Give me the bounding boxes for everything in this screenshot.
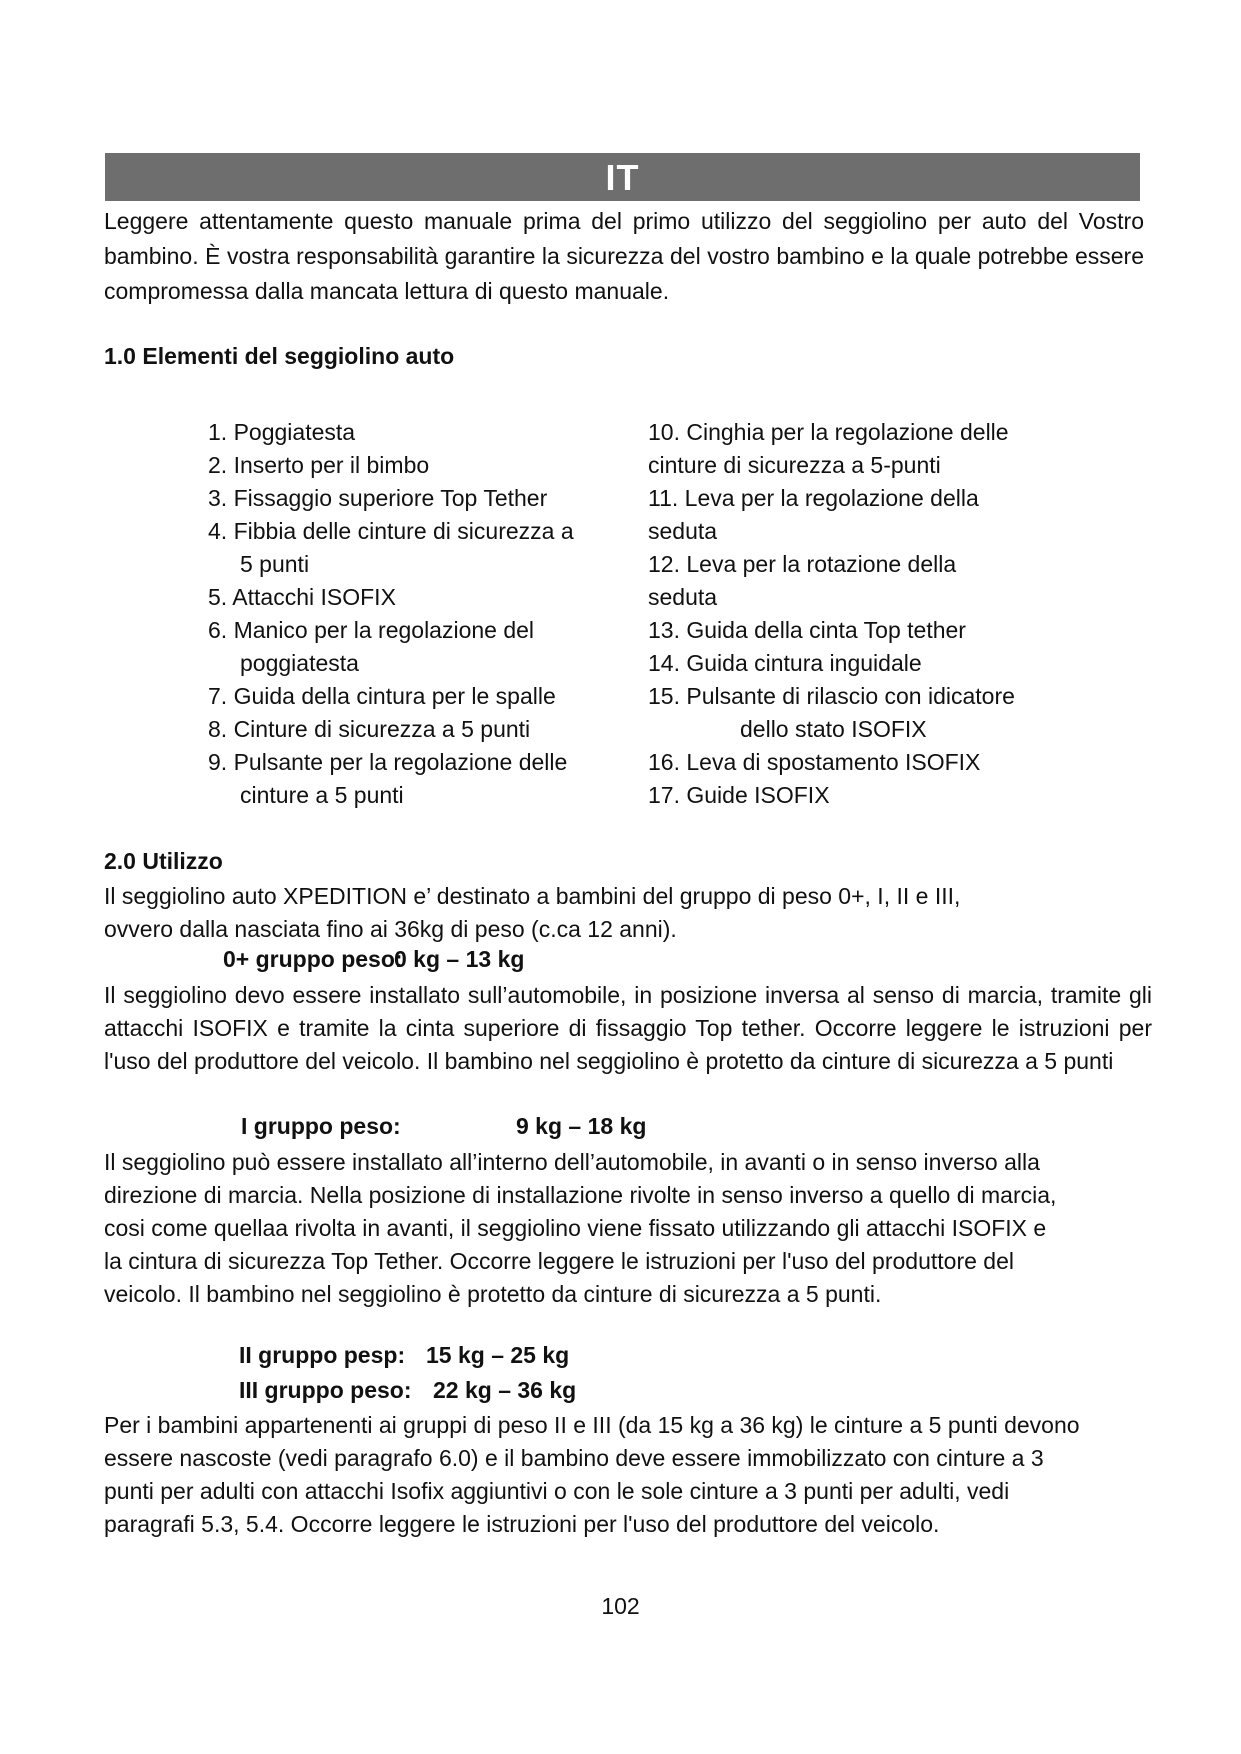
weight-group-2-range: 15 kg – 25 kg bbox=[426, 1342, 570, 1368]
intro-paragraph: Leggere attentamente questo manuale prima del primo utilizzo del seggiolino per auto del Vostro bambino. È vostra responsabilità garantire la sicurezza del vostro bambino e la quale potrebbe essere compromessa dalla mancata lettura di questo manuale. bbox=[104, 208, 1144, 304]
weight-group-1-line: Il seggiolino può essere installato all’interno dell’automobile, in avanti o in senso inverso alla bbox=[104, 1149, 1040, 1175]
weight-group-1-line: cosi come quellaa rivolta in avanti, il seggiolino viene fissato utilizzando gli attacchi ISOFIX e bbox=[104, 1215, 1047, 1241]
page-number: 102 bbox=[601, 1593, 640, 1619]
weight-group-1-label: I gruppo peso: bbox=[241, 1113, 401, 1139]
language-code: IT bbox=[605, 157, 640, 198]
weight-group-23-line: essere nascoste (vedi paragrafo 6.0) e il bambino deve essere immobilizzato con cinture a 3 bbox=[104, 1445, 1044, 1471]
parts-list-item: 16. Leva di spostamento ISOFIX bbox=[648, 749, 981, 775]
parts-list-item: 5 punti bbox=[240, 551, 310, 577]
weight-group-3-range: 22 kg – 36 kg bbox=[433, 1377, 577, 1403]
section-2-title: 2.0 Utilizzo bbox=[104, 848, 223, 874]
parts-list-left bbox=[208, 416, 618, 812]
parts-list-item: 12. Leva per la rotazione della bbox=[648, 551, 957, 577]
usage-intro-line: Il seggiolino auto XPEDITION e’ destinato a bambini del gruppo di peso 0+, I, II e III, bbox=[104, 883, 961, 909]
parts-list-item: dello stato ISOFIX bbox=[740, 716, 927, 742]
parts-list-item: 17. Guide ISOFIX bbox=[648, 782, 830, 808]
parts-list-item: 9. Pulsante per la regolazione delle bbox=[208, 749, 568, 775]
parts-list-item: 7. Guida della cintura per le spalle bbox=[208, 683, 556, 709]
parts-list-item: cinture a 5 punti bbox=[240, 782, 404, 808]
weight-group-0-label: 0+ gruppo peso: bbox=[223, 946, 403, 972]
parts-list-item: seduta bbox=[648, 518, 718, 544]
weight-group-3-label: III gruppo peso: bbox=[239, 1377, 412, 1403]
parts-list-item: 14. Guida cintura inguidale bbox=[648, 650, 922, 676]
weight-group-1-range: 9 kg – 18 kg bbox=[516, 1113, 647, 1139]
section-1-title: 1.0 Elementi del seggiolino auto bbox=[104, 343, 455, 369]
usage-intro-line: ovvero dalla nasciata fino ai 36kg di peso (c.ca 12 anni). bbox=[104, 916, 677, 942]
weight-group-1-line: la cintura di sicurezza Top Tether. Occorre leggere le istruzioni per l'uso del produttore del bbox=[104, 1248, 1014, 1274]
parts-list-item: 2. Inserto per il bimbo bbox=[208, 452, 430, 478]
parts-list-item: poggiatesta bbox=[240, 650, 359, 676]
parts-list-item: 15. Pulsante di rilascio con idicatore bbox=[648, 683, 1015, 709]
weight-group-2-label: II gruppo pesp: bbox=[239, 1342, 406, 1368]
parts-list-item: 4. Fibbia delle cinture di sicurezza a bbox=[208, 518, 574, 544]
parts-list-item: 13. Guida della cinta Top tether bbox=[648, 617, 966, 643]
parts-list-item: 5. Attacchi ISOFIX bbox=[208, 584, 396, 610]
weight-group-0-text: Il seggiolino devo essere installato sull’automobile, in posizione inversa al senso di marcia, tramite gli attacchi ISOFIX e tramite la cinta superiore di fissaggio Top tether. Occorre leggere le istruzioni per l'uso del produttore del veicolo. Il bambino nel seggiolino è protetto da cinture di sicurezza a 5 punti bbox=[104, 982, 1152, 1074]
parts-list-item: seduta bbox=[648, 584, 718, 610]
weight-group-1-line: direzione di marcia. Nella posizione di installazione rivolte in senso inverso a quello di marcia, bbox=[104, 1182, 1057, 1208]
weight-group-1-line: veicolo. Il bambino nel seggiolino è protetto da cinture di sicurezza a 5 punti. bbox=[104, 1281, 882, 1307]
weight-group-23-line: punti per adulti con attacchi Isofix aggiuntivi o con le sole cinture a 3 punti per adulti, vedi bbox=[104, 1478, 1010, 1504]
weight-group-0-range: 0 kg – 13 kg bbox=[394, 946, 525, 972]
language-header-bar bbox=[105, 153, 1140, 201]
parts-list-item: cinture di sicurezza a 5-punti bbox=[648, 452, 941, 478]
parts-list-item: 11. Leva per la regolazione della bbox=[648, 485, 979, 511]
parts-list-item: 10. Cinghia per la regolazione delle bbox=[648, 419, 1009, 445]
parts-list-right bbox=[648, 416, 1078, 812]
weight-group-23-line: Per i bambini appartenenti ai gruppi di peso II e III (da 15 kg a 36 kg) le cinture a 5 punti devono bbox=[104, 1412, 1080, 1438]
parts-list-item: 1. Poggiatesta bbox=[208, 419, 356, 445]
parts-list-item: 3. Fissaggio superiore Top Tether bbox=[208, 485, 548, 511]
weight-group-23-line: paragrafi 5.3, 5.4. Occorre leggere le istruzioni per l'uso del produttore del veicolo. bbox=[104, 1511, 940, 1537]
parts-list-item: 6. Manico per la regolazione del bbox=[208, 617, 535, 643]
parts-list-item: 8. Cinture di sicurezza a 5 punti bbox=[208, 716, 531, 742]
